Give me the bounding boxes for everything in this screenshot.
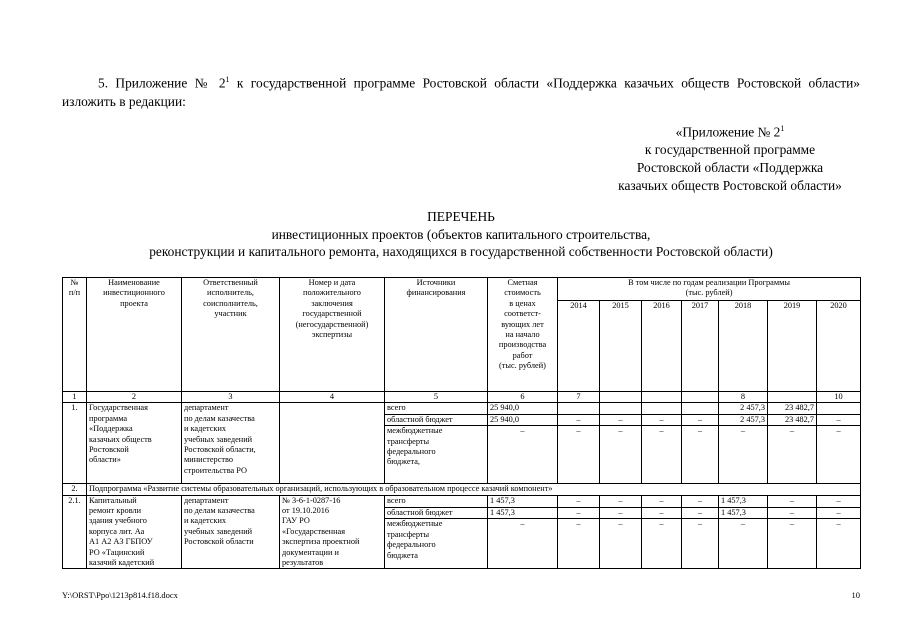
row21-source-label bbox=[385, 495, 488, 507]
section-row bbox=[63, 484, 861, 495]
cell-line: В том числе по годам реализации Программы bbox=[628, 278, 790, 287]
appendix-line3: Ростовской области «Поддержка bbox=[636, 160, 824, 176]
row1-y2016: – bbox=[642, 414, 682, 425]
colnum-13: 10 bbox=[817, 392, 861, 403]
cell-line: Ростовской области bbox=[184, 537, 254, 547]
row21-y2015: – bbox=[600, 519, 642, 569]
header-num bbox=[63, 278, 87, 392]
row21-y2018: 1 457,3 bbox=[719, 495, 768, 507]
cell-line: на начало bbox=[505, 330, 540, 340]
row21-cost: – bbox=[488, 519, 558, 569]
title-line2: реконструкции и капитального ремонта, находящихся в государственной собственности Ростовской области) bbox=[149, 244, 773, 259]
cell-line: документации и bbox=[282, 547, 339, 557]
cell-line: бюджета bbox=[387, 550, 418, 560]
cell-line: бюджета, bbox=[387, 457, 421, 467]
row1-y2018: – bbox=[719, 426, 768, 484]
cell-line: департамент bbox=[184, 495, 229, 505]
row1-y2014: – bbox=[558, 426, 600, 484]
row1-y2018: 2 457,3 bbox=[719, 414, 768, 425]
cell-line: государственной bbox=[302, 309, 362, 319]
year-2016: 2016 bbox=[642, 301, 682, 392]
colnum-8 bbox=[600, 392, 642, 403]
row1-name bbox=[87, 403, 182, 484]
cell-line: соисполнитель, bbox=[203, 298, 258, 308]
row1-y2016 bbox=[642, 403, 682, 414]
cell-line: экспертиза проектной bbox=[282, 537, 360, 547]
row21-y2019: – bbox=[768, 519, 817, 569]
cell-line: областной бюджет bbox=[387, 507, 453, 517]
year-2019: 2019 bbox=[768, 301, 817, 392]
cell-line: РО «Тацинский bbox=[89, 547, 145, 557]
cell-line: исполнитель, bbox=[207, 288, 254, 298]
row1-y2019: 23 482,7 bbox=[768, 414, 817, 425]
cell-line: и кадетских bbox=[184, 516, 227, 526]
cell-line: инвестиционного bbox=[103, 288, 165, 298]
year-2017: 2017 bbox=[682, 301, 719, 392]
row21-y2014: – bbox=[558, 519, 600, 569]
row21-y2015: – bbox=[600, 507, 642, 519]
row1-y2015: – bbox=[600, 426, 642, 484]
section2-title: Подпрограмма «Развитие системы образовательных организаций, использующих в образовательном процессе казачий компонент» bbox=[87, 484, 861, 495]
colnum-12 bbox=[768, 392, 817, 403]
cell-line: федерального bbox=[387, 540, 436, 550]
colnum-9 bbox=[642, 392, 682, 403]
table-row bbox=[63, 495, 861, 507]
row21-cost: 1 457,3 bbox=[488, 495, 558, 507]
cell-line: соответст- bbox=[504, 309, 541, 319]
cell-line: строительства РО bbox=[184, 465, 247, 475]
cell-line: № bbox=[70, 278, 79, 287]
cell-line: А1 А2 А3 ГБПОУ bbox=[89, 537, 153, 547]
row1-source-label bbox=[385, 403, 488, 414]
cell-line: областной бюджет bbox=[387, 414, 453, 424]
intro-number: 5. bbox=[98, 75, 109, 91]
row1-y2020: – bbox=[817, 414, 861, 425]
cell-line: трансферты bbox=[387, 436, 430, 446]
cell-line: корпуса лит. Аа bbox=[89, 526, 145, 536]
row21-expertise bbox=[280, 495, 385, 569]
footer-file-path: Y:\ORST\Ppo\1213p814.f18.docx bbox=[62, 590, 178, 600]
colnum-10 bbox=[682, 392, 719, 403]
cell-line: заключения bbox=[311, 298, 353, 308]
cell-line: департамент bbox=[184, 403, 229, 413]
cell-line: «Поддержка bbox=[89, 424, 133, 434]
cell-line: казачьих обществ bbox=[89, 434, 152, 444]
row21-y2019: – bbox=[768, 507, 817, 519]
row1-cost: 25 940,0 bbox=[488, 403, 558, 414]
cell-line: всего bbox=[387, 403, 406, 413]
colnum-5: 5 bbox=[385, 392, 488, 403]
row21-y2014: – bbox=[558, 495, 600, 507]
cell-line: ГАУ РО bbox=[282, 516, 310, 526]
cell-line: п/п bbox=[68, 288, 81, 298]
header-sources bbox=[385, 278, 488, 392]
year-2018: 2018 bbox=[719, 301, 768, 392]
intro-text: Приложение № 2 bbox=[115, 75, 226, 91]
row21-y2016: – bbox=[642, 495, 682, 507]
row1-y2015: – bbox=[600, 414, 642, 425]
intro-paragraph bbox=[62, 70, 860, 111]
colnum-1: 1 bbox=[63, 392, 87, 403]
cell-line: финансирования bbox=[406, 288, 466, 298]
row21-y2016: – bbox=[642, 507, 682, 519]
row1-source-label bbox=[385, 414, 488, 425]
row1-y2017 bbox=[682, 403, 719, 414]
row1-y2017: – bbox=[682, 414, 719, 425]
table-row bbox=[63, 403, 861, 414]
header-years-group bbox=[558, 278, 861, 301]
row1-y2016: – bbox=[642, 426, 682, 484]
cell-line: положительного bbox=[303, 288, 361, 298]
cell-line: (тыс. рублей) bbox=[685, 288, 733, 298]
cell-line: экспертизы bbox=[311, 330, 353, 340]
row21-y2014: – bbox=[558, 507, 600, 519]
cell-line: здания учебного bbox=[89, 516, 147, 526]
year-2014: 2014 bbox=[558, 301, 600, 392]
row1-executor bbox=[182, 403, 280, 484]
year-2020: 2020 bbox=[817, 301, 861, 392]
row21-y2019: – bbox=[768, 495, 817, 507]
cell-line: Сметная bbox=[507, 278, 538, 287]
cell-line: Ответственный bbox=[203, 278, 258, 287]
row1-y2015 bbox=[600, 403, 642, 414]
header-executor bbox=[182, 278, 280, 392]
cell-line: учебных заведений bbox=[184, 434, 253, 444]
cell-line: проекта bbox=[120, 298, 148, 308]
row1-y2019: – bbox=[768, 426, 817, 484]
row21-num: 2.1. bbox=[63, 495, 87, 569]
cell-line: Наименование bbox=[108, 278, 160, 287]
cell-line: области» bbox=[89, 455, 121, 465]
row21-y2015: – bbox=[600, 495, 642, 507]
cell-line: № 3-6-1-0287-16 bbox=[282, 495, 341, 505]
row21-y2017: – bbox=[682, 507, 719, 519]
row21-y2016: – bbox=[642, 519, 682, 569]
colnum-2: 2 bbox=[87, 392, 182, 403]
cell-line: Капитальный bbox=[89, 495, 137, 505]
cell-line: федерального bbox=[387, 447, 436, 457]
row21-source-label bbox=[385, 519, 488, 569]
row21-y2017: – bbox=[682, 519, 719, 569]
row1-expertise bbox=[280, 403, 385, 484]
cell-line: результатов bbox=[282, 558, 324, 568]
row21-y2020: – bbox=[817, 519, 861, 569]
header-cost bbox=[488, 278, 558, 392]
cell-line: (негосударственной) bbox=[295, 319, 369, 329]
cell-line: ремонт кровли bbox=[89, 506, 142, 516]
row21-y2018: 1 457,3 bbox=[719, 507, 768, 519]
colnum-11: 8 bbox=[719, 392, 768, 403]
cell-line: учебных заведений bbox=[184, 526, 253, 536]
row1-cost: 25 940,0 bbox=[488, 414, 558, 425]
appendix-sup: 1 bbox=[780, 124, 785, 133]
cell-line: работ bbox=[512, 350, 533, 360]
year-2015: 2015 bbox=[600, 301, 642, 392]
row21-y2017: – bbox=[682, 495, 719, 507]
cell-line: участник bbox=[214, 309, 247, 319]
row1-y2020 bbox=[817, 403, 861, 414]
appendix-header bbox=[590, 120, 870, 195]
colnum-4: 4 bbox=[280, 392, 385, 403]
intro-sup: 1 bbox=[225, 75, 230, 84]
cell-line: всего bbox=[387, 495, 406, 505]
document-title bbox=[62, 208, 860, 261]
row1-y2017: – bbox=[682, 426, 719, 484]
title-heading: ПЕРЕЧЕНЬ bbox=[427, 209, 495, 224]
row1-num: 1. bbox=[63, 403, 87, 484]
cell-line: по делам казачества bbox=[184, 506, 255, 516]
cell-line: казачий кадетский bbox=[89, 558, 155, 568]
colnum-7: 7 bbox=[558, 392, 600, 403]
title-line1: инвестиционных проектов (объектов капитального строительства, bbox=[271, 226, 651, 242]
row1-y2014: – bbox=[558, 414, 600, 425]
cell-line: вующих лет bbox=[501, 319, 544, 329]
cell-line: Источники bbox=[416, 278, 456, 287]
row1-y2020: – bbox=[817, 426, 861, 484]
row21-cost: 1 457,3 bbox=[488, 507, 558, 519]
cell-line: производства bbox=[498, 340, 547, 350]
cell-line: Ростовской области, bbox=[184, 445, 256, 455]
cell-line: программа bbox=[89, 413, 128, 423]
row1-cost: – bbox=[488, 426, 558, 484]
cell-line: министерство bbox=[184, 455, 234, 465]
row21-executor bbox=[182, 495, 280, 569]
row1-y2019: 23 482,7 bbox=[768, 403, 817, 414]
row1-y2018: 2 457,3 bbox=[719, 403, 768, 414]
header-expertise bbox=[280, 278, 385, 392]
cell-line: стоимость bbox=[504, 288, 541, 298]
cell-line: по делам казачества bbox=[184, 413, 255, 423]
row21-y2020: – bbox=[817, 495, 861, 507]
cell-line: в ценах bbox=[509, 298, 536, 308]
projects-table bbox=[62, 277, 861, 569]
page-number: 10 bbox=[851, 590, 860, 600]
cell-line: (тыс. рублей) bbox=[499, 361, 546, 371]
appendix-line1: «Приложение № 2 bbox=[675, 124, 781, 140]
cell-line: Ростовской bbox=[89, 445, 129, 455]
cell-line: Государственная bbox=[89, 403, 148, 413]
row21-y2020: – bbox=[817, 507, 861, 519]
cell-line: «Государственная bbox=[282, 526, 346, 536]
cell-line: и кадетских bbox=[184, 424, 227, 434]
cell-line: межбюджетные bbox=[387, 519, 443, 529]
header-name bbox=[87, 278, 182, 392]
colnum-3: 3 bbox=[182, 392, 280, 403]
cell-line: трансферты bbox=[387, 529, 430, 539]
appendix-line4: казачьих обществ Ростовской области» bbox=[618, 178, 842, 194]
row1-source-label bbox=[385, 426, 488, 484]
row21-source-label bbox=[385, 507, 488, 519]
section2-num: 2. bbox=[63, 484, 87, 495]
row1-y2014 bbox=[558, 403, 600, 414]
intro-text-rest: к государственной программе Ростовской области «Поддержка казачьих обществ Ростовской области» изложить в редакции: bbox=[62, 75, 860, 110]
cell-line: от 19.10.2016 bbox=[282, 506, 330, 516]
colnum-6: 6 bbox=[488, 392, 558, 403]
appendix-line2: к государственной программе bbox=[644, 142, 816, 158]
column-number-row bbox=[63, 392, 861, 403]
cell-line: межбюджетные bbox=[387, 426, 443, 436]
cell-line: Номер и дата bbox=[308, 278, 356, 287]
row21-y2018: – bbox=[719, 519, 768, 569]
row21-name bbox=[87, 495, 182, 569]
header-row bbox=[63, 278, 861, 301]
